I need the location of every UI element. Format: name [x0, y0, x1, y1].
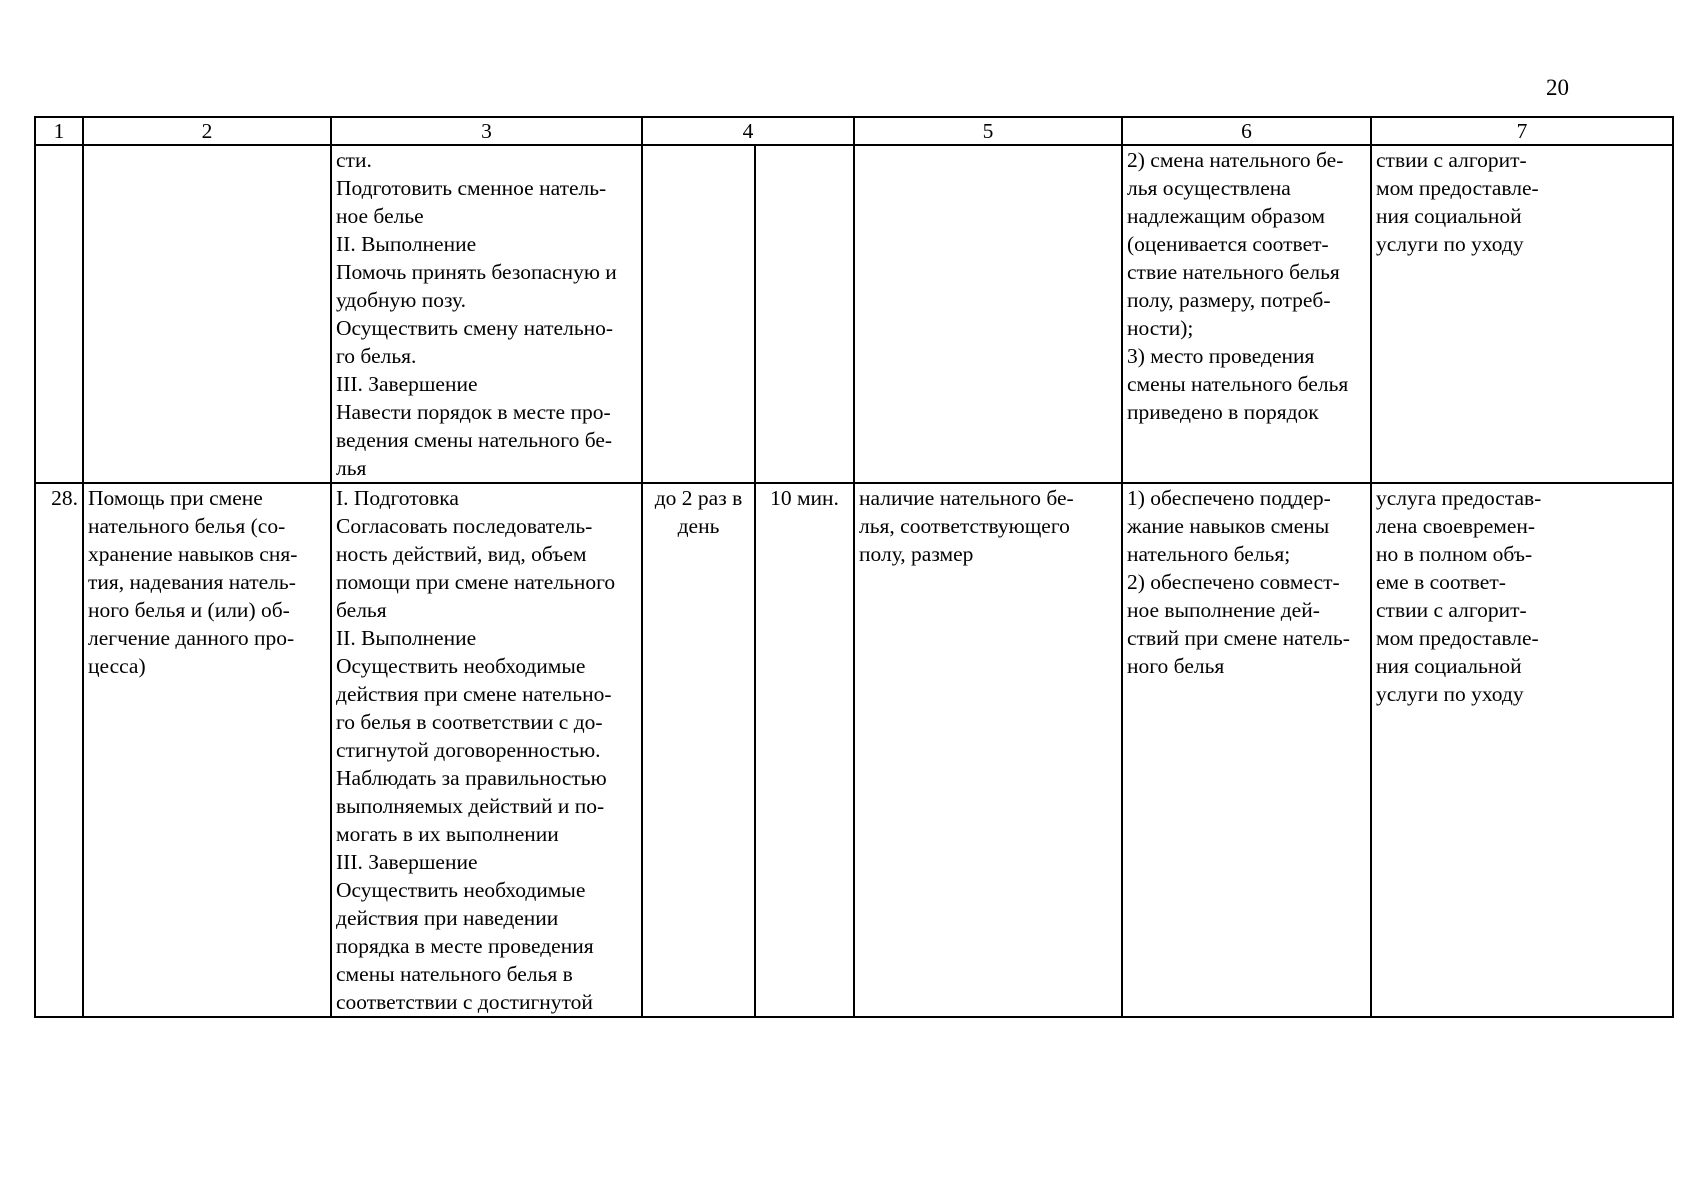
cont-cell-duration — [755, 145, 854, 483]
header-col-6: 6 — [1122, 117, 1371, 145]
service-description: I. Подготовка Согласовать последователь- ность действий, вид, объем помощи при смене нательного белья II. Выполнение Осуществить необходимые действия при смене нательно- го белья в соответствии с до- стигнутой договоренностью. Наблюдать за правильностью выполняемых действий и по- могать в их выполнении III. Завершение Осуществить необходимые действия при наведении порядка в месте проведения смены нательного белья в соответствии с достигнутой — [331, 483, 642, 1017]
cont-cell-description: сти. Подготовить сменное натель- ное белье II. Выполнение Помочь принять безопасную и удобную позу. Осуществить смену нательно- го белья. III. Завершение Навести порядок в месте про- ведения смены нательного бе- лья — [331, 145, 642, 483]
table-row-continuation — [35, 145, 1673, 483]
table-row-28 — [35, 483, 1673, 1017]
header-col-7: 7 — [1371, 117, 1673, 145]
table-header-row — [35, 117, 1673, 145]
cont-cell-name — [83, 145, 331, 483]
service-indicators: 1) обеспечено поддер- жание навыков смены нательного белья; 2) обеспечено совмест- ное выполнение дей- ствий при смене натель- ного белья — [1122, 483, 1371, 1017]
service-duration: 10 мин. — [755, 483, 854, 1017]
cont-cell-frequency — [642, 145, 755, 483]
cont-cell-conditions — [854, 145, 1122, 483]
cont-cell-evaluation: ствии с алгорит- мом предоставле- ния социальной услуги по уходу — [1371, 145, 1673, 483]
service-evaluation: услуга предостав- лена своевремен- но в полном объ- еме в соответ- ствии с алгорит- мом предоставле- ния социальной услуги по уходу — [1371, 483, 1673, 1017]
page-number: 20 — [1546, 75, 1569, 100]
service-frequency: до 2 раз в день — [642, 483, 755, 1017]
header-col-1: 1 — [35, 117, 83, 145]
cont-cell-indicators: 2) смена нательного бе- лья осуществлена надлежащим образом (оценивается соответ- ствие нательного белья полу, размеру, потреб- ности); 3) место проведения смены нательного белья приведено в порядок — [1122, 145, 1371, 483]
header-col-2: 2 — [83, 117, 331, 145]
header-col-5: 5 — [854, 117, 1122, 145]
service-conditions: наличие нательного бе- лья, соответствующего полу, размер — [854, 483, 1122, 1017]
services-table — [34, 116, 1674, 1018]
header-col-4: 4 — [642, 117, 854, 145]
row-number: 28. — [35, 483, 83, 1017]
cont-cell-number — [35, 145, 83, 483]
service-name: Помощь при смене нательного белья (со- хранение навыков сня- тия, надевания натель- ного белья и (или) об- легчение данного про- цесса) — [83, 483, 331, 1017]
header-col-3: 3 — [331, 117, 642, 145]
